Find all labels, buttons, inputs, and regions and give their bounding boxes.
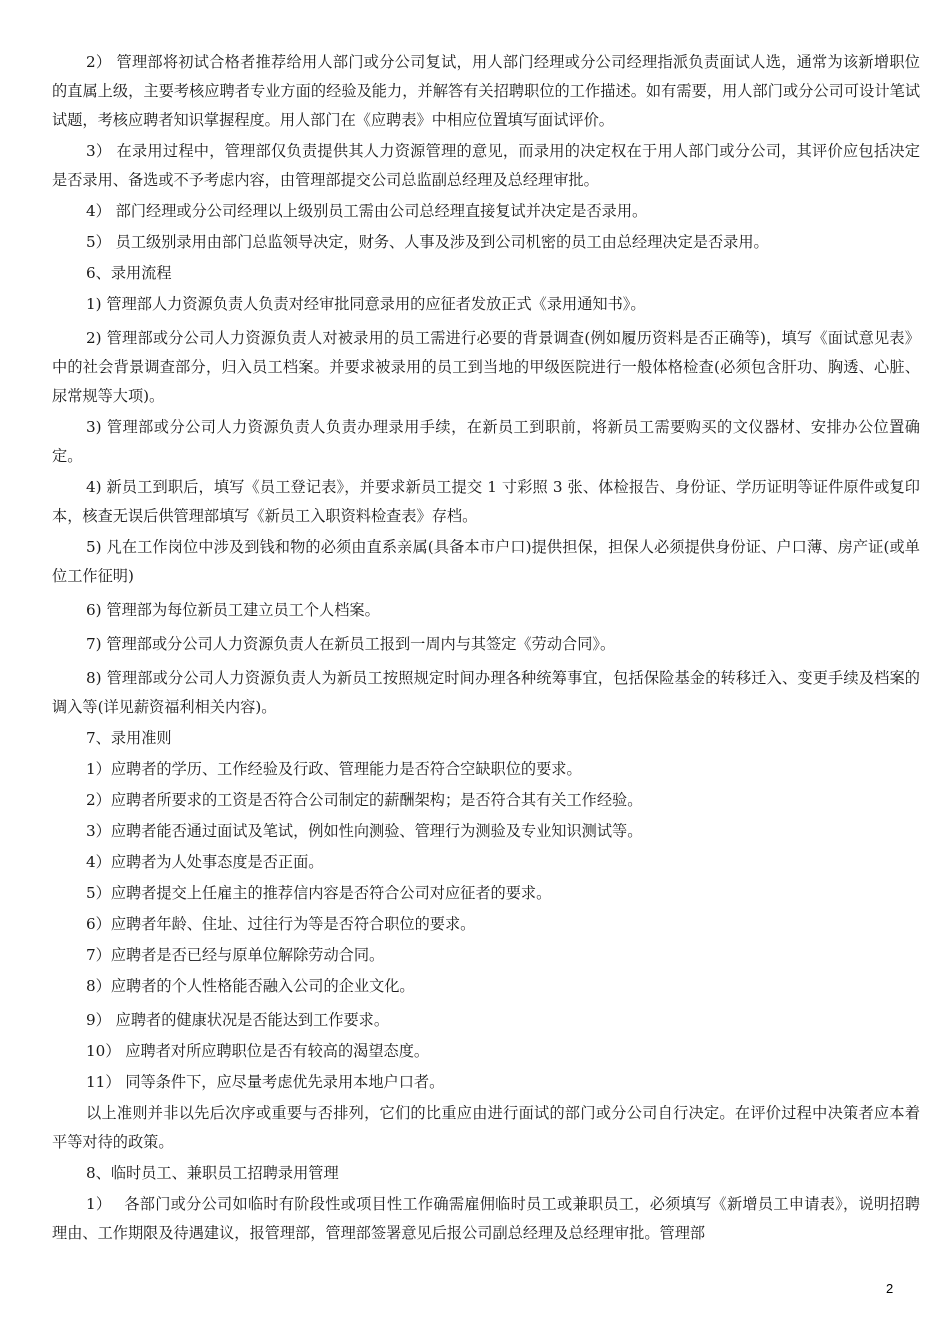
section-heading-temp-staff: 8、临时员工、兼职员工招聘录用管理 bbox=[86, 1164, 339, 1182]
criteria-item-6: 6）应聘者年龄、住址、过往行为等是否符合职位的要求。 bbox=[86, 915, 476, 933]
paragraph-4-manager-level: 4） 部门经理或分公司经理以上级别员工需由公司总经理直接复试并决定是否录用。 bbox=[86, 202, 648, 220]
paragraph-5-staff-level: 5） 员工级别录用由部门总监领导决定，财务、人事及涉及到公司机密的员工由总经理决定是否录用。 bbox=[86, 233, 769, 251]
criteria-note: 以上准则并非以先后次序或重要与否排列，它们的比重应由进行面试的部门或分公司自行决定。在评价过程中决策者应本着平等对待的政策。 bbox=[52, 1104, 920, 1151]
criteria-item-9: 9） 应聘者的健康状况是否能达到工作要求。 bbox=[86, 1011, 390, 1029]
criteria-item-1: 1）应聘者的学历、工作经验及行政、管理能力是否符合空缺职位的要求。 bbox=[86, 760, 582, 778]
process-item-6: 6) 管理部为每位新员工建立员工个人档案。 bbox=[86, 601, 380, 619]
page-number: 2 bbox=[886, 1281, 894, 1296]
criteria-item-5: 5）应聘者提交上任雇主的推荐信内容是否符合公司对应征者的要求。 bbox=[86, 884, 552, 902]
criteria-item-7: 7）应聘者是否已经与原单位解除劳动合同。 bbox=[86, 946, 385, 964]
document-body bbox=[52, 48, 920, 1248]
criteria-item-4: 4）应聘者为人处事态度是否正面。 bbox=[86, 853, 324, 871]
criteria-item-10: 10） 应聘者对所应聘职位是否有较高的渴望态度。 bbox=[86, 1042, 430, 1060]
section-heading-hiring-criteria: 7、录用准则 bbox=[86, 729, 172, 747]
paragraph-2-interview-review: 2） 管理部将初试合格者推荐给用人部门或分公司复试，用人部门经理或分公司经理指派负责面试人选，通常为该新增职位的直属上级，主要考核应聘者专业方面的经验及能力，并解答有关招聘职位的工作描述。如有需要，用人部门或分公司可设计笔试试题，考核应聘者知识掌握程度。用人部门在《应聘表》中相应位置填写面试评价。 bbox=[52, 53, 920, 129]
paragraph-3-hiring-decision: 3） 在录用过程中，管理部仅负责提供其人力资源管理的意见，而录用的决定权在于用人部门或分公司，其评价应包括决定是否录用、备选或不予考虑内容，由管理部提交公司总监副总经理及总经理审批。 bbox=[52, 142, 920, 189]
process-item-7: 7) 管理部或分公司人力资源负责人在新员工报到一周内与其签定《劳动合同》。 bbox=[86, 635, 616, 653]
criteria-item-3: 3）应聘者能否通过面试及笔试，例如性向测验、管理行为测验及专业知识测试等。 bbox=[86, 822, 643, 840]
criteria-item-11: 11） 同等条件下，应尽量考虑优先录用本地户口者。 bbox=[86, 1073, 445, 1091]
process-item-3: 3) 管理部或分公司人力资源负责人负责办理录用手续，在新员工到职前，将新员工需要购买的文仪器材、安排办公位置确定。 bbox=[52, 418, 920, 465]
process-item-5: 5) 凡在工作岗位中涉及到钱和物的必须由直系亲属(具备本市户口)提供担保，担保人必须提供身份证、户口薄、房产证(或单位工作征明) bbox=[52, 538, 920, 585]
criteria-item-8: 8）应聘者的个人性格能否融入公司的企业文化。 bbox=[86, 977, 415, 995]
process-item-4: 4) 新员工到职后，填写《员工登记表》，并要求新员工提交 1 寸彩照 3 张、体检报告、身份证、学历证明等证件原件或复印本，核查无误后供管理部填写《新员工入职资料检查表》存档。 bbox=[52, 478, 920, 525]
section-heading-hiring-process: 6、录用流程 bbox=[86, 264, 172, 282]
process-item-8: 8) 管理部或分公司人力资源负责人为新员工按照规定时间办理各种统筹事宜，包括保险基金的转移迁入、变更手续及档案的调入等(详见薪资福利相关内容)。 bbox=[52, 669, 920, 716]
process-item-2: 2) 管理部或分公司人力资源负责人对被录用的员工需进行必要的背景调查(例如履历资料是否正确等)，填写《面试意见表》中的社会背景调查部分，归入员工档案。并要求被录用的员工到当地的甲级医院进行一般体格检查(必须包含肝功、胸透、心脏、尿常规等大项)。 bbox=[52, 329, 920, 405]
criteria-item-2: 2）应聘者所要求的工资是否符合公司制定的薪酬架构；是否符合其有关工作经验。 bbox=[86, 791, 643, 809]
process-item-1: 1) 管理部人力资源负责人负责对经审批同意录用的应征者发放正式《录用通知书》。 bbox=[86, 295, 646, 313]
temp-staff-item-1: 1） 各部门或分公司如临时有阶段性或项目性工作确需雇佣临时员工或兼职员工，必须填写《新增员工申请表》，说明招聘理由、工作期限及待遇建议，报管理部，管理部签署意见后报公司副总经理及总经理审批。管理部 bbox=[52, 1195, 920, 1242]
